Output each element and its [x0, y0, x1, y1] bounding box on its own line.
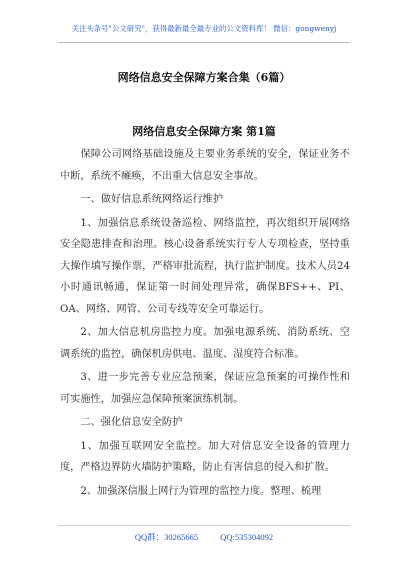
footer-divider	[58, 525, 350, 526]
heading-paragraph: 二、强化信息安全防护	[80, 417, 183, 428]
paragraph: 保障公司网络基础设施及主要业务系统的安全，保证业务不中断，系统不瘫痪，不出重大信息安全事故。	[60, 149, 350, 182]
header-divider	[58, 42, 350, 43]
paragraph: 2、加大信息机房监控力度。加强电源系统、消防系统、空调系统的监控，确保机房供电、温度、湿度符合标准。	[60, 327, 350, 360]
paragraph: 3、进一步完善专业应急预案，保证应急预案的可操作性和可实施性，加强应急保障预案演练机制。	[60, 372, 350, 405]
paragraph: 1、加强互联网安全监控。加大对信息安全设备的管理力度，严格边界防火墙防护策略，防止有害信息的侵入和扩散。	[60, 440, 350, 473]
heading-paragraph: 一、做好信息系统网络运行维护	[80, 194, 224, 205]
paragraph: 2、加强深信服上网行为管理的监控力度。整理、梳理	[80, 485, 322, 497]
document-title: 网络信息安全保障方案合集（6篇）	[117, 71, 291, 84]
footer-qq: QQ:535304092	[220, 532, 274, 542]
section-title: 网络信息安全保障方案 第1篇	[132, 125, 276, 138]
footer	[0, 531, 408, 543]
footer-qq-group: QQ群：30265665	[134, 532, 199, 542]
document-body	[60, 144, 350, 504]
paragraph: 1、加强信息系统设备巡检、网络监控，再次组织开展网络安全隐患排查和治理。核心设备系统实行专人专项检查，坚持重大操作填写操作票，严格审批流程，执行监护制度。技术人员24小时通讯畅通，保证第一时间处理异常，确保BFS++、PI、OA、网络、网管、公司专线等安全可靠运行。	[60, 217, 350, 315]
header-banner: 关注头条号"公文研究"，获得最新最全最专业的公文资料库！ 微信：gongwenyj	[71, 24, 337, 33]
